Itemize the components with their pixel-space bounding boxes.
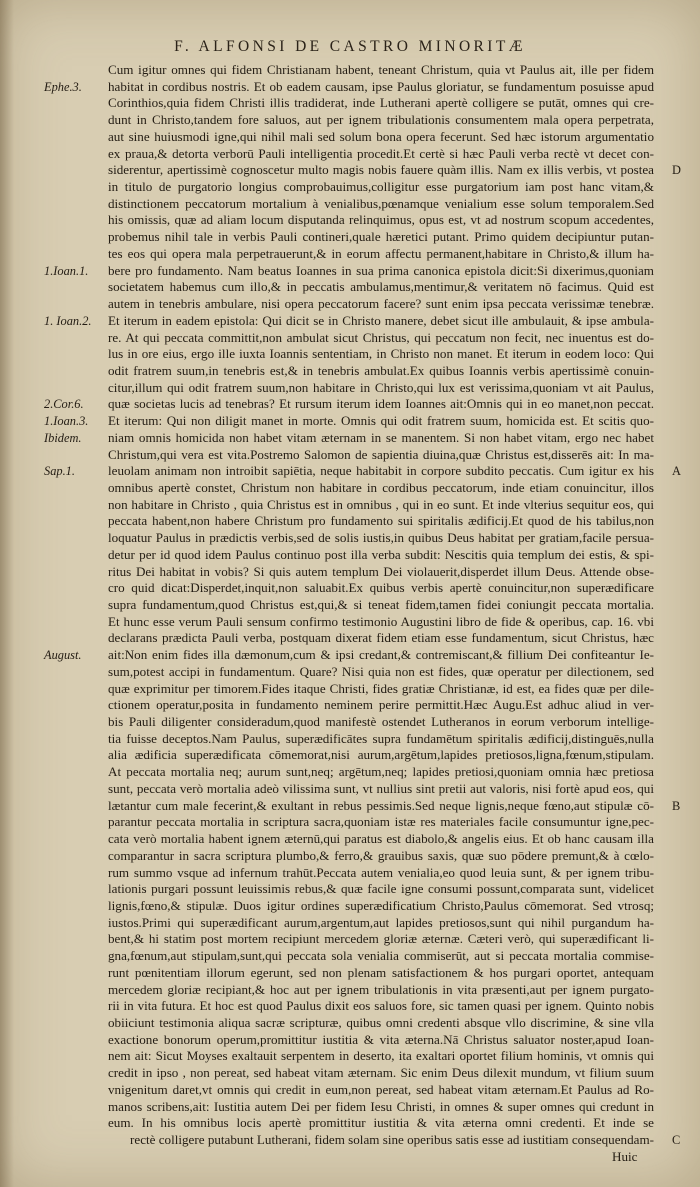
- text-line: At peccata mortalia neq; aurum sunt,neq; argētum,neq; lapides pretiosi,quoniam omnia hæc pretiosa: [108, 764, 654, 780]
- running-head: F. ALFONSI DE CASTRO MINORITÆ: [174, 38, 526, 55]
- text-line: sunt, peccata verò mortalia adeò vilissima sunt, vt nullius sint pretii aut valoris, nisi fortè apud eos, qui: [108, 780, 654, 796]
- text-line: lætantur cum male fecerint,& exultant in rebus pessimis.Sed neque lignis,neque fœno,aut stipulæ cō-: [108, 797, 654, 813]
- text-line: Et iterum in eadem epistola: Qui dicit se in Christo manere, debet sicut ille ambulauit, & ipse ambula-: [108, 312, 654, 328]
- text-line: eum. In his omnibus locis apertè promittitur iustitia & vita æterna omni credenti. Et inde se: [108, 1115, 654, 1131]
- text-line: obiiciunt testimonia aliqua sacræ scripturæ, quibus omni credenti absque vllo discrimine, & sine vlla: [108, 1014, 654, 1030]
- text-line: omnibus apertè constet, Christum non habitare in cordibus peccatorum, inde etiam conuincitur, illos: [108, 479, 654, 495]
- text-line: distinctionem peccatorum mortalium à venialibus,pœnamque venialium esse solum temporalem.Sed: [108, 195, 654, 211]
- margin-reference: Ephe.3.: [44, 79, 82, 94]
- section-letter: D: [672, 163, 681, 178]
- text-line: iustos.Primi qui superædificant aurum,argentum,aut lapides pretiosos,sunt qui nihil purgandum ha-: [108, 914, 654, 930]
- text-line: Christum,qui vera est vita.Postremo Salomon de sapientia diuina,quæ Christus est,disserēs ait: In ma-: [108, 446, 654, 462]
- text-line: parantur peccata mortalia in scriptura sacra,quoniam istæ res materiales facile consumuntur igne,pec-: [108, 814, 654, 830]
- text-line: ait:Non enim fides illa dæmonum,cum & ipsi credant,& contremiscant,& fillium Dei confiteantur Ie-: [108, 647, 654, 663]
- catchword: Huic: [612, 1148, 638, 1164]
- text-line: rectè colligere putabunt Lutherani, fidem solam sine operibus satis esse ad iustitiam consequendam-: [130, 1132, 654, 1147]
- text-line: niam omnis homicida non habet vitam æternam in se manentem. Si non habet vitam, ergo nec habet: [108, 429, 654, 445]
- text-line: probemus nihil tale in verbis Pauli contineri,quale hæretici putant. Primo quidem decipiuntur putan-: [108, 229, 654, 245]
- text-line: quæ societas lucis ad tenebras? Et rursum iterum idem Ioannes ait:Omnis qui in eo manet,non peccat.: [108, 396, 654, 412]
- margin-reference: 1.Ioan.1.: [44, 263, 89, 278]
- text-line: citur,illum qui odit fratrem suum,non habitare in Christo,qui lux est verissima,quoniam vt ait Paulus,: [108, 379, 654, 395]
- margin-reference: Ibidem.: [44, 430, 82, 445]
- text-line: dunt in Christo,tandem fore saluos, aut per ignem tribulationis consumentem mala opera perpetrata,: [108, 112, 654, 128]
- text-line: lationis purgari possunt leuissimis rebus,& quæ facile igne consumi possunt,comparata sunt, videlicet: [108, 881, 654, 897]
- text-line: re. At qui peccata committit,non ambulat sicut Christus, qui peccatum non fecit, nec inuentus est do-: [108, 329, 654, 345]
- text-line: credit in ipso , non pereat, sed habeat vitam æternam. Sic enim Deus dilexit mundum, vt filium suum: [108, 1065, 654, 1081]
- margin-reference: 1. Ioan.2.: [44, 313, 92, 328]
- text-line: ex praua,& detorta verborū Pauli intelligentia procedit.Et certè si hæc Pauli verba rectè vt decet con-: [108, 145, 654, 161]
- text-line: autem in tenebris ambulare, nisi opera peccatorum facere? sunt enim ipsa peccata verissimæ tenebræ.: [108, 296, 654, 312]
- margin-reference: Sap.1.: [44, 464, 75, 479]
- body-text: [108, 62, 654, 1149]
- section-letter: A: [672, 464, 681, 479]
- text-line: sum,potest accipi in fundamentum. Quare? Nisi quia non est fides, quæ operatur per dilectionem, sed: [108, 663, 654, 679]
- text-line: vnigenitum daret,vt omnis qui credit in eum,non pereat, sed habeat vitam æternam.Et Paulus ad Ro-: [108, 1081, 654, 1097]
- text-line: Corinthios,quia fidem Christi illis tradiderat, inde Lutherani apertè colligere se putāt, omnes qui cre-: [108, 95, 654, 111]
- text-line: Cum igitur omnes qui fidem Christianam habent, teneant Christum, quia vt Paulus ait, ille per fidem: [108, 62, 654, 77]
- text-line: Et iterum: Qui non diligit manet in morte. Omnis qui odit fratrem suum, homicida est. Et scitis quo-: [108, 413, 654, 429]
- text-line: ctionem operatur,posita in fundamento neminem perire permittit.Hæc Augu.Est adhuc aliud in ver-: [108, 697, 654, 713]
- margin-reference: August.: [44, 648, 82, 663]
- text-line: leuolam animam non introibit sapiētia, neque habitabit in corpore subdito peccatis. Cum igitur ex his: [108, 463, 654, 479]
- text-line: cro quid dicat:Disperdet,inquit,non saluabit.Ex quibus verbis apertè conuincitur,non superædificare: [108, 580, 654, 596]
- text-line: cata verò mortalia habent ignem æternū,qui paratus est diabolo,& angelis eius. Et ob hanc causam illa: [108, 831, 654, 847]
- margin-reference: 1.Ioan.3.: [44, 414, 89, 429]
- text-line: tia fuisse deceptos.Nam Paulus, superædificātes supra fundamētum spiritalis ædificij,distinguēs,nulla: [108, 730, 654, 746]
- text-line: non habitare in Christo , quia Christus est in omnibus , qui in eo sunt. Et inde vlterius sequitur eos, qui: [108, 496, 654, 512]
- text-line: in titulo de purgatorio longius comprobauimus,colligitur esse purgatorium iam post hanc vitam,&: [108, 179, 654, 195]
- text-line: runt pœnitentiam illorum egerunt, sed non plenam satisfactionem & hos purgari oportet, antequam: [108, 964, 654, 980]
- text-line: Et hunc esse verum Pauli sensum confirmo testimonio Augustini libro de fide & operibus, cap. 16. vbi: [108, 613, 654, 629]
- text-line: siderentur, apertissimè cognoscetur multo magis nobis fauere quàm illis. Nam ex illis verbis, vt postea: [108, 162, 654, 178]
- section-letter: B: [672, 798, 681, 813]
- text-line: gna,fœnum,aut stipulam,sunt,qui peccata sola venialia commiserūt, aut si peccata mortalia commise-: [108, 948, 654, 964]
- section-letter: C: [672, 1133, 681, 1148]
- text-line: tes eos qui opera mala perpetrauerunt,& in eorum affectu permanent,habitare in Christo,& illum ha-: [108, 245, 654, 261]
- text-line: peccata habent,non habere Christum pro fundamento sui spiritalis ædificij.Et quod de his tabilus,non: [108, 513, 654, 529]
- text-line: odit fratrem suum,in tenebris est,& in tenebris ambulat.Ex quibus Ioannis verbis apertissimè conuin-: [108, 362, 654, 378]
- text-line: nem ait: Sicut Moyses exaltauit serpentem in deserto, ita exaltari oportet filium hominis, vt omnis qui: [108, 1048, 654, 1064]
- text-line: detur per id quod idem Paulus continuo post illa verba subdit: Nescitis quia templum dei estis, & spi-: [108, 546, 654, 562]
- text-line: bent,& hi statim post mortem recipiunt mercedem gloriæ æternæ. Cæteri verò, qui superædificant li-: [108, 931, 654, 947]
- text-line: lignis,fœno,& stipulæ. Duos igitur ordines superædificatium Christo,Paulus cōmemorat. Sed vtrosq;: [108, 897, 654, 913]
- text-line: rum summo vsque ad infernum trahūt.Peccata autem venialia,eo quod leuia sunt, & per ignem tribu-: [108, 864, 654, 880]
- text-line: lus in ore eius, ergo ille iuxta Ioannis sententiam, in Christo non manet. Et iterum in eodem loco: Qui: [108, 346, 654, 362]
- text-line: supra fundamentum,quod Christus est,qui,& si teneat fidem,tamen fidei coniungit peccata mortalia.: [108, 597, 654, 612]
- text-line: his omissis, quæ ad aliam locum disputanda relinquimus, opus est, vt ad nostrum scopum accedentes,: [108, 212, 654, 228]
- text-line: mercedem gloriæ recipiant,& hoc aut per ignem tribulationis in vita præsenti,aut per ignem purgato-: [108, 981, 654, 997]
- text-line: rii in vita futura. Et hoc est quod Paulus dixit eos saluos fore, sic tamen quasi per ignem. Quinto nobis: [108, 998, 654, 1014]
- text-line: aut sine huiusmodi igne,qui nihil mali sed solum bona opera fecerunt. Sed hæc istorum argumentatio: [108, 128, 654, 144]
- text-line: comparantur in sacra scriptura plumbo,& ferro,& grauibus saxis, quæ suo pōdere premunt,& à cœlo-: [108, 847, 654, 863]
- text-line: habitat in cordibus nostris. Et ob eadem causam, ipse Paulus gloriatur, se fundamentum posuisse apud: [108, 78, 654, 94]
- text-line: declarans prædicta Pauli verba, postquam dixerat fidem etiam esse fundamentum, sicut Christus, hæc: [108, 630, 654, 646]
- text-line: manos scribens,ait: Iustitia autem Dei per fidem Iesu Christi, in omnes & super omnes qui credunt in: [108, 1098, 654, 1114]
- text-line: societatem habemus cum illo,& in peccatis ambulamus,mentimur,& veritatem nō facimus. Quid est: [108, 279, 654, 295]
- text-line: bis Pauli diligenter consideradum,quod manifestè ostendet Lutheranos in eorum verborum intellige-: [108, 714, 654, 730]
- text-line: alia ædificia superædificata cōmemorat,nisi aurum,argētum,lapides pretiosos,ligna,fœnum,stipulam.: [108, 747, 654, 763]
- text-line: bere pro fundamento. Nam beatus Ioannes in sua prima canonica epistola dicit:Si dixerimus,quoniam: [108, 262, 654, 278]
- text-line: ritus Dei habitat in vobis? Si quis autem templum Dei violauerit,disperdet illum Deus. Attende obse-: [108, 563, 654, 579]
- margin-reference: 2.Cor.6.: [44, 397, 84, 412]
- text-line: quæ exprimitur per timorem.Fides itaque Christi, fides gratiæ Christianæ, id est, ea fides quæ per dile-: [108, 680, 654, 696]
- text-line: loquatur Paulus in prædictis verbis,sed de solis iustis,in quibus Deus habitat per gratiam,facile persua-: [108, 530, 654, 546]
- text-line: exactione bonorum operum,promittitur iustitia & vita æterna.Nā Christus saluator noster,apud Ioan-: [108, 1031, 654, 1047]
